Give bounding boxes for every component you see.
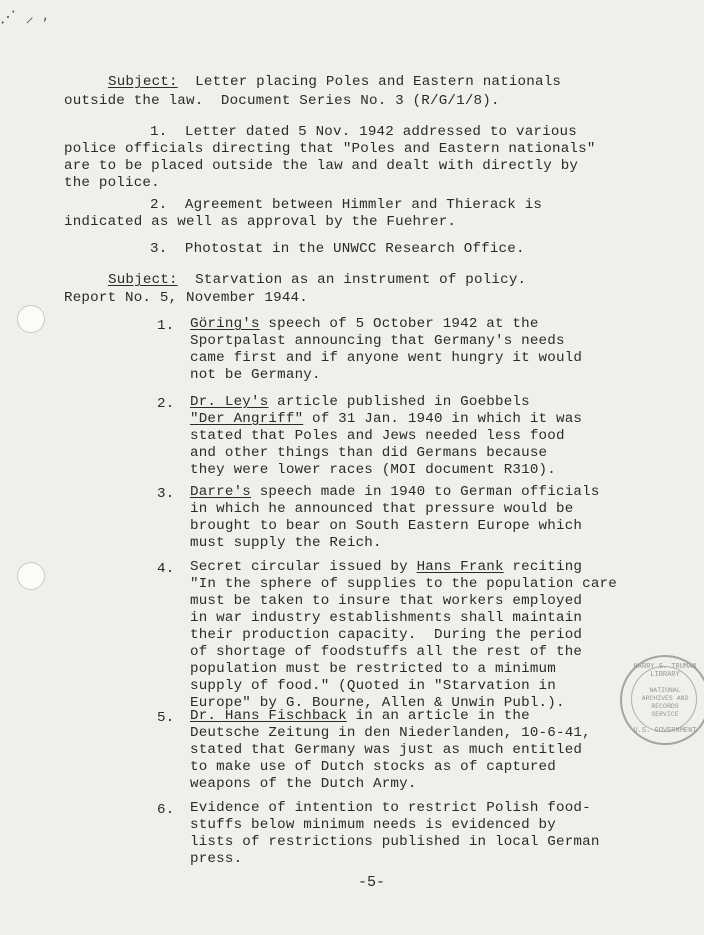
- archive-stamp: [620, 655, 704, 745]
- text-line: and other things than did Germans because: [190, 445, 548, 461]
- item-number: 4.: [157, 561, 175, 577]
- text-line: outside the law. Document Series No. 3 (R/G/1/8).: [64, 93, 500, 109]
- margin-specks: ⋰ ⸝ ⸴: [0, 9, 48, 27]
- stamp-bottom-text: U.S. GOVERNMENT: [633, 727, 697, 735]
- text-line: the police.: [64, 175, 160, 191]
- stamp-middle-text: NATIONAL ARCHIVES AND RECORDS SERVICE: [641, 687, 689, 718]
- subject-1-rest: Letter placing Poles and Eastern nationals: [177, 74, 562, 90]
- text-line: not be Germany.: [190, 367, 321, 383]
- item-number: 2.: [157, 396, 175, 412]
- text-line: Europe" by G. Bourne, Allen & Unwin Publ.).: [190, 695, 565, 711]
- punch-hole-bottom: [17, 562, 45, 590]
- subject-label: Subject:: [108, 272, 178, 288]
- text-line: population must be restricted to a minimum: [190, 661, 556, 677]
- text-line: indicated as well as approval by the Fuehrer.: [64, 214, 457, 230]
- text-line: "Der Angriff" of 31 Jan. 1940 in which it was: [190, 411, 583, 427]
- name-fischback: Dr. Hans Fischback: [190, 708, 347, 724]
- text-line: Dr. Ley's article published in Goebbels: [190, 394, 530, 410]
- text-line: press.: [190, 851, 243, 867]
- name-goring: Göring's: [190, 316, 260, 332]
- text-line: Deutsche Zeitung in den Niederlanden, 10-6-41,: [190, 725, 591, 741]
- text-line: in war industry establishments shall maintain: [190, 610, 583, 626]
- page-number: -5-: [358, 874, 386, 891]
- text-line: Secret circular issued by Hans Frank reciting: [190, 559, 583, 575]
- item-number: 1.: [157, 318, 175, 334]
- subject-label: Subject:: [108, 74, 178, 90]
- text-line: Darre's speech made in 1940 to German officials: [190, 484, 600, 500]
- text-line: must supply the Reich.: [190, 535, 382, 551]
- punch-hole-top: [17, 305, 45, 333]
- text-line: stated that Poles and Jews needed less food: [190, 428, 565, 444]
- text-line: Report No. 5, November 1944.: [64, 290, 308, 306]
- text-line: 3. Photostat in the UNWCC Research Office.: [150, 241, 525, 257]
- text-line: 1. Letter dated 5 Nov. 1942 addressed to various: [150, 124, 577, 140]
- subject-2-heading: [108, 272, 526, 288]
- text-line: they were lower races (MOI document R310).: [190, 462, 556, 478]
- name-ley: Dr. Ley's: [190, 394, 269, 410]
- subject-1-heading: [108, 74, 561, 90]
- text-line: Dr. Hans Fischback in an article in the: [190, 708, 530, 724]
- text-line: in which he announced that pressure would be: [190, 501, 574, 517]
- text-line: "In the sphere of supplies to the population care: [190, 576, 617, 592]
- text-line: Göring's speech of 5 October 1942 at the: [190, 316, 539, 332]
- text-line: supply of food." (Quoted in "Starvation in: [190, 678, 556, 694]
- item-number: 5.: [157, 710, 175, 726]
- text-line: Sportpalast announcing that Germany's needs: [190, 333, 565, 349]
- text-line: police officials directing that "Poles and Eastern nationals": [64, 141, 596, 157]
- subject-2-rest: Starvation as an instrument of policy.: [177, 272, 527, 288]
- text-line: must be taken to insure that workers employed: [190, 593, 583, 609]
- item-number: 6.: [157, 802, 175, 818]
- text-line: 2. Agreement between Himmler and Thierack is: [150, 197, 543, 213]
- title-angriff: "Der Angriff": [190, 411, 304, 427]
- text-line: stuffs below minimum needs is evidenced by: [190, 817, 556, 833]
- text-line: to make use of Dutch stocks as of captured: [190, 759, 556, 775]
- stamp-top-text: HARRY S. TRUMAN LIBRARY: [633, 663, 697, 679]
- name-darre: Darre's: [190, 484, 251, 500]
- text-line: their production capacity. During the period: [190, 627, 583, 643]
- text-line: stated that Germany was just as much entitled: [190, 742, 583, 758]
- text-line: of shortage of foodstuffs all the rest of the: [190, 644, 583, 660]
- name-frank: Hans Frank: [416, 559, 504, 575]
- item-number: 3.: [157, 486, 175, 502]
- text-line: brought to bear on South Eastern Europe which: [190, 518, 583, 534]
- text-line: Evidence of intention to restrict Polish food-: [190, 800, 591, 816]
- text-line: lists of restrictions published in local German: [190, 834, 600, 850]
- text-line: are to be placed outside the law and dealt with directly by: [64, 158, 579, 174]
- text-line: came first and if anyone went hungry it would: [190, 350, 583, 366]
- text-line: weapons of the Dutch Army.: [190, 776, 417, 792]
